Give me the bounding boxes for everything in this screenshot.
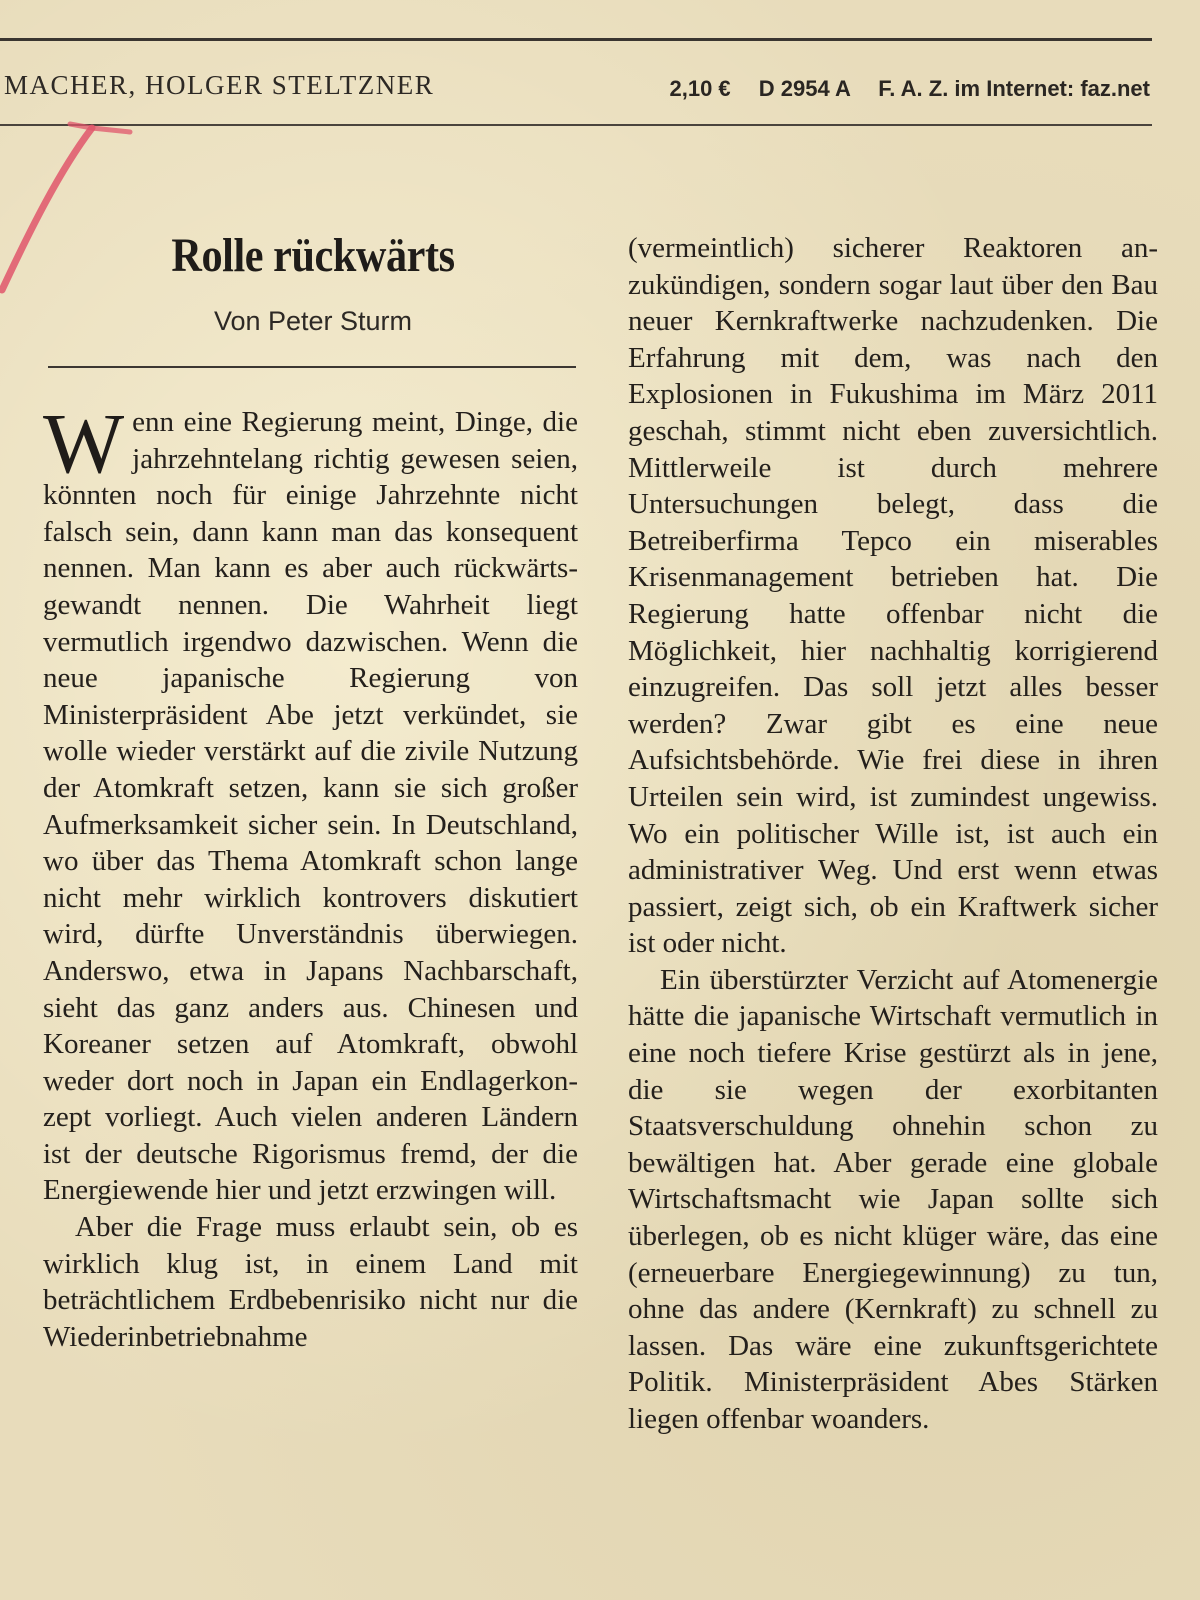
masthead-names: MACHER, HOLGER STELTZNER: [4, 70, 435, 100]
masthead-bottom-rule: [0, 124, 1152, 126]
paragraph-3: [628, 962, 1158, 1438]
paragraph-3-text: Ein überstürzter Verzicht auf Atomenergie hätte die japanische Wirtschaft vermutlich in eine noch tiefere Krise gestürzt als in jene, die sie wegen der exorbitanten Staatsverschuldung ohnehin schon zu bewältigen hat. Aber gerade eine globale Wirtschaftsmacht wie Japan sollte sich überlegen, ob es nicht klüger wäre, das eine (erneuerbare Energiegewinnung) zu tun, ohne das andere (Kernkraft) zu schnell zu lassen. Das wäre eine zukunftsgerichtete Politik. Ministerpräsident Abes Stärken liegen offenbar woanders.: [628, 963, 1158, 1435]
paragraph-2-continued-text: (vermeintlich) sicherer Reaktoren anzukündigen, sondern sogar laut über den Bau neuer Kernkraftwerke nachzudenken. Die Erfahrung mit dem, was nach den Explosionen in Fukushima im März 2011 geschah, stimmt nicht eben zuversichtlich. Mittlerweile ist durch mehrere Untersuchungen belegt, dass die Betreiberfirma Tepco ein miserables Krisenmanagement betrieben hat. Die Regierung hatte offenbar nicht die Möglichkeit, hier nachhaltig korrigierend einzugreifen. Das soll jetzt alles besser werden? Zwar gibt es eine neue Aufsichtsbehörde. Wie frei diese in ihren Urteilen sein wird, ist zumindest ungewiss. Wo ein politischer Wille ist, ist auch ein administrativer Weg. Und erst wenn etwas passiert, zeigt sich, ob ein Kraftwerk sicher ist oder nicht.: [628, 232, 1158, 960]
article-headline: Rolle rückwärts: [171, 229, 455, 282]
article-column-right: [628, 230, 1158, 1438]
masthead-code: D 2954 A: [758, 76, 851, 101]
article-column-left: [43, 395, 578, 1355]
paragraph-2-text: Aber die Frage muss erlaubt sein, ob es wirklich klug ist, in einem Land mit beträchtlichem Erdbebenrisiko nicht nur die Wiederinbetriebnahme: [43, 1211, 578, 1353]
paragraph-1: [43, 395, 578, 1209]
article-byline: Von Peter Sturm: [213, 306, 413, 336]
masthead-top-rule: [0, 38, 1152, 41]
paragraph-2-continued: [628, 230, 1158, 962]
masthead-price: 2,10 €: [669, 76, 731, 101]
paragraph-1-text: enn eine Regierung meint, Dinge, die jahrzehntelang richtig gewesen seien, könnten noch für einige Jahrzehnte nicht falsch sein, dann kann man das konsequent nennen. Man kann es aber auch rückwärtsgewandt nennen. Die Wahrheit liegt vermutlich irgendwo dazwischen. Wenn die neue japanische Regierung von Ministerpräsident Abe jetzt verkündet, sie wolle wieder verstärkt auf die zivile Nutzung der Atomkraft setzen, kann sie sich großer Aufmerksamkeit sicher sein. In Deutschland, wo über das Thema Atomkraft schon lange nicht mehr wirklich kontrovers diskutiert wird, dürfte Unverständnis überwiegen. Anderswo, etwa in Japans Nachbarschaft, sieht das ganz anders aus. Chinesen und Koreaner setzen auf Atomkraft, obwohl weder dort noch in Japan ein Endlagerkonzept vorliegt. Auch vielen anderen Ländern ist der deutsche Rigorismus fremd, der die Energiewende hier und jetzt erzwingen will.: [43, 406, 578, 1207]
paragraph-2: [43, 1209, 578, 1355]
dropcap: W: [43, 395, 125, 491]
masthead-info: [670, 76, 1151, 102]
byline-rule: [48, 366, 576, 368]
masthead-internet: F. A. Z. im Internet: faz.net: [878, 76, 1150, 101]
